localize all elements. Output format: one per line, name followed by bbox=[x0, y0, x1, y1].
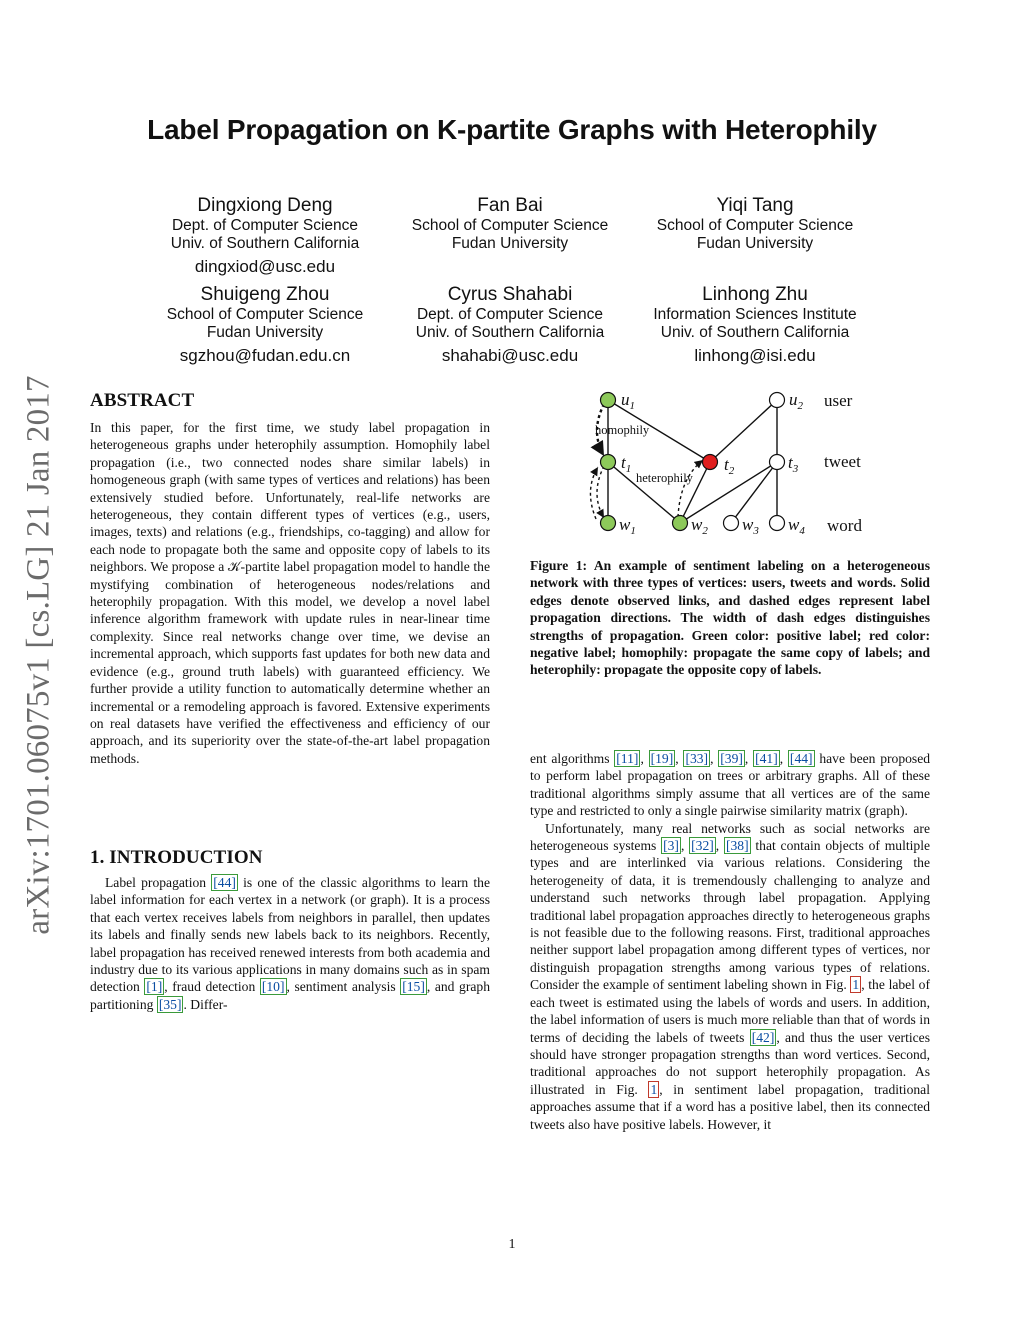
text-run: that contain objects of multiple types and are interlinked via various relations. Considering the heterogeneity of data, it is tremendously challenging to analyze and understand such networks through label propagation. Applying traditional label propagation approaches directly to heterogeneous graphs is not feasible due to the following reasons. First, traditional approaches neither support label propagation among different types of vertices, nor distinguish propagation strengths among various types of relations. Consider the example of sentiment labeling shown in Fig. bbox=[530, 838, 931, 993]
text-run: , the label of each tweet is estimated using the labels of words and users. In addition, the label information of users is much more reliable than that of words in terms of deciding the labels of tweets bbox=[530, 977, 930, 1045]
abstract-text: In this paper, for the first time, we study label propagation in heterogeneous graphs under heterophily assumption. Homophily label propagation (i.e., two connected nodes share similar labels) in homogeneous graph (with same types of vertices and relations) has been extensively studied before. Unfortunately, real-life networks are heterogeneous, they contain different types of vertices (e.g., users, images, texts) and relations (e.g., friendships, co-tagging) and allow for each node to propagate both the same and opposite copy of labels to its neighbors. We propose a 𝒦-partite label propagation model to handle the mystifying combination of heterogeneous nodes/relations and heterophily propagation. With this model, we develop a novel label inference algorithm framework with update rules in near-linear time complexity. Since real networks change over time, we devise an incremental approach, which supports fast updates for both new data and evidence (e.g., ground truth labels) with guaranteed efficiency. We further provide a utility function to automatically determine whether an incremental or a remodeling approach is favored. Extensive experiments on real datasets have verified the effectiveness and efficiency of our approach, and its superiority over the state-of-the-art label propagation methods. bbox=[90, 420, 490, 766]
author-card bbox=[385, 195, 635, 252]
text-run: , and thus the user vertices should have stronger propagation strengths than word vertices. Second, traditional approaches do not support heterophily propagation. As illustrated in Fig. bbox=[530, 1029, 930, 1097]
introduction-body-right bbox=[530, 750, 930, 1133]
paragraph bbox=[90, 874, 490, 1013]
label-w2: $w_2$ bbox=[691, 515, 708, 537]
text-run: ent algorithms bbox=[530, 751, 615, 766]
vertex-w3 bbox=[724, 516, 739, 531]
author-name: Fan Bai bbox=[477, 195, 543, 216]
author-institution: Fudan University bbox=[206, 323, 324, 341]
row-type-labels bbox=[824, 391, 862, 535]
citation-link[interactable]: [19] bbox=[650, 751, 674, 766]
text-run: Label propagation bbox=[105, 875, 212, 890]
vertex-t1 bbox=[601, 455, 616, 470]
text-run: . Differ- bbox=[183, 996, 228, 1012]
author-card bbox=[385, 284, 635, 366]
text-run: , and graph partitioning bbox=[90, 979, 490, 1012]
author-dept: School of Computer Science bbox=[166, 306, 364, 323]
author-name: Linhong Zhu bbox=[702, 284, 808, 305]
vertices bbox=[601, 393, 785, 531]
page-number: 1 bbox=[508, 1237, 516, 1252]
author-card bbox=[140, 195, 390, 277]
citation-link[interactable]: [11] bbox=[616, 751, 639, 766]
citation-link[interactable]: [1] bbox=[146, 979, 163, 995]
text-run: , sentiment analysis bbox=[286, 979, 401, 995]
vertex-w1 bbox=[601, 516, 616, 531]
author-card bbox=[630, 195, 880, 252]
figure-1-caption: Figure 1: An example of sentiment labeling on a heterogeneous network with three types of vertices: users, tweets and words. Solid edges denote observed links, and dashed edges represent label propagation directions. The width of dash edges distinguishes strengths of propagation. Green color: positive label; red color: negative label; homophily: propagate the same copy of labels; and heterophily: propagate the opposite copy of labels. bbox=[530, 558, 930, 678]
author-name: Dingxiong Deng bbox=[197, 195, 333, 216]
label-u2: $u_2$ bbox=[789, 390, 803, 412]
citation-link[interactable]: [35] bbox=[158, 996, 182, 1012]
citation-link[interactable]: [32] bbox=[691, 838, 714, 854]
citation-link[interactable]: [41] bbox=[755, 751, 778, 766]
abstract-body bbox=[90, 419, 490, 767]
author-card bbox=[140, 284, 390, 366]
text-run: , in sentiment label propagation, traditional approaches assume that if a word has a positive label, then its connected tweets also have positive labels. However, it bbox=[530, 1081, 930, 1132]
author-dept: Dept. of Computer Science bbox=[416, 306, 604, 323]
introduction-body-left bbox=[90, 874, 490, 1013]
solid-edges bbox=[608, 400, 777, 523]
author-dept: Dept. of Computer Science bbox=[171, 217, 359, 234]
citation-link[interactable]: [10] bbox=[261, 979, 285, 995]
paper-title: Label Propagation on K-partite Graphs with Heterophily bbox=[147, 114, 877, 145]
text-run: have been proposed to perform label propagation on trees or arbitrary graphs. All of these traditional algorithms simply assume that all vertices are of the same type and restricted to only a single pairwise similarity matrix (graph). bbox=[530, 751, 931, 819]
citation-link[interactable]: [33] bbox=[685, 751, 709, 766]
author-email[interactable]: sgzhou@fudan.edu.cn bbox=[179, 346, 351, 365]
citation-link[interactable]: [44] bbox=[213, 875, 236, 890]
figure-reference-link[interactable]: 1 bbox=[852, 977, 860, 993]
arxiv-id-text: arXiv:1701.06075v1 [cs.LG] 21 Jan 2017 bbox=[20, 375, 57, 935]
text-run: is one of the classic algorithms to learn the label information for each vertex in a network (or graph). It is a process that each vertex receives labels from neighbors in parallel, then updates its labels and finally sends new labels back to its neighbors. Recently, label propagation has received renewed interests from both academia and industry due to its various applications in many domains such as in spam detection bbox=[90, 875, 490, 995]
citation-link[interactable]: [39] bbox=[720, 751, 743, 766]
vertex-u2 bbox=[770, 393, 785, 408]
abstract-heading: ABSTRACT bbox=[90, 390, 195, 411]
vertex-t3 bbox=[770, 455, 785, 470]
paragraph: Unfortunately, many real networks such as social networks are heterogeneous systems [3] , [32] , [38] that contain objects of multiple types and are interlinked via various relations. Considering the heterogeneity of data, it is tremendously challenging to analyze and understand such networks through label propagation. Applying traditional label propagation approaches directly to heterogeneous graphs is not feasible due to the following reasons. First, traditional approaches neither support label propagation among different types of vertices, nor distinguish propagation strengths among various types of relations. Consider the example of sentiment labeling shown in Fig. 1 , the label of each tweet is estimated using the labels of words and users. In addition, the label information of users is much more reliable than that of words in terms of deciding the labels of tweets [42] , and thus the user vertices should have stronger propagation strengths than word vertices. Second, traditional approaches do not support heterophily propagation. As illustrated in Fig. 1 , in sentiment label propagation, traditional approaches assume that if a word has a positive label, then its connected tweets also have positive labels. However, it bbox=[530, 820, 931, 1132]
vertex-w2 bbox=[673, 516, 688, 531]
author-name: Cyrus Shahabi bbox=[447, 284, 573, 305]
arxiv-identifier bbox=[14, 360, 64, 950]
author-institution: Fudan University bbox=[696, 234, 814, 252]
label-t1: $t_1$ bbox=[621, 453, 632, 475]
author-email[interactable]: dingxiod@usc.edu bbox=[194, 257, 336, 276]
author-card bbox=[630, 284, 880, 366]
author-name: Shuigeng Zhou bbox=[200, 284, 330, 305]
introduction-heading: 1. INTRODUCTION bbox=[90, 847, 263, 868]
citation-link[interactable]: [42] bbox=[751, 1029, 775, 1045]
figure-reference-link[interactable]: 1 bbox=[650, 1081, 658, 1097]
citation-link[interactable]: [44] bbox=[789, 751, 813, 766]
homophily-label: homophily bbox=[595, 423, 650, 437]
author-email[interactable]: shahabi@usc.edu bbox=[441, 346, 579, 365]
vertex-u1 bbox=[601, 393, 616, 408]
label-w3: $w_3$ bbox=[742, 515, 759, 537]
label-w4: $w_4$ bbox=[788, 515, 805, 537]
edge bbox=[597, 466, 604, 518]
text-run: , fraud detection bbox=[164, 979, 260, 995]
row-label-tweet: tweet bbox=[824, 452, 861, 471]
paragraph: ent algorithms [11] , [19] , [33] , [39] , [41] , [44] have been proposed to perform label propagation on trees or arbitrary graphs. All of these traditional algorithms simply assume that all vertices are of the same type and restricted to only a single pairwise similarity matrix (graph). bbox=[530, 751, 931, 819]
label-u1: $u_1$ bbox=[621, 390, 635, 412]
label-t3: $t_3$ bbox=[788, 453, 799, 475]
heterophily-label: heterophily bbox=[636, 471, 693, 485]
vertex-t2 bbox=[703, 455, 718, 470]
edge-annotations bbox=[595, 423, 694, 485]
author-institution: Univ. of Southern California bbox=[660, 323, 850, 341]
edge bbox=[678, 460, 703, 517]
row-label-word: word bbox=[827, 516, 862, 535]
citation-link[interactable]: [38] bbox=[725, 838, 749, 854]
row-label-user: user bbox=[824, 391, 853, 410]
citation-link[interactable]: [15] bbox=[402, 979, 425, 995]
label-w1: $w_1$ bbox=[619, 515, 636, 537]
edge bbox=[590, 467, 598, 519]
text-run: Unfortunately, many real networks such as social networks are heterogeneous systems bbox=[530, 820, 930, 854]
author-dept: School of Computer Science bbox=[656, 217, 854, 234]
author-institution: Univ. of Southern California bbox=[170, 234, 360, 252]
author-name: Yiqi Tang bbox=[716, 195, 794, 216]
author-institution: Fudan University bbox=[451, 234, 569, 252]
citation-link[interactable]: [3] bbox=[663, 838, 679, 854]
edge bbox=[710, 400, 777, 462]
author-email[interactable]: linhong@isi.edu bbox=[694, 346, 816, 365]
author-dept: Information Sciences Institute bbox=[653, 306, 857, 323]
figure-1-graph bbox=[560, 380, 940, 542]
author-dept: School of Computer Science bbox=[411, 217, 609, 234]
label-t2: $t_2$ bbox=[724, 455, 735, 477]
edge bbox=[731, 462, 777, 523]
author-institution: Univ. of Southern California bbox=[415, 323, 605, 341]
vertex-w4 bbox=[770, 516, 785, 531]
